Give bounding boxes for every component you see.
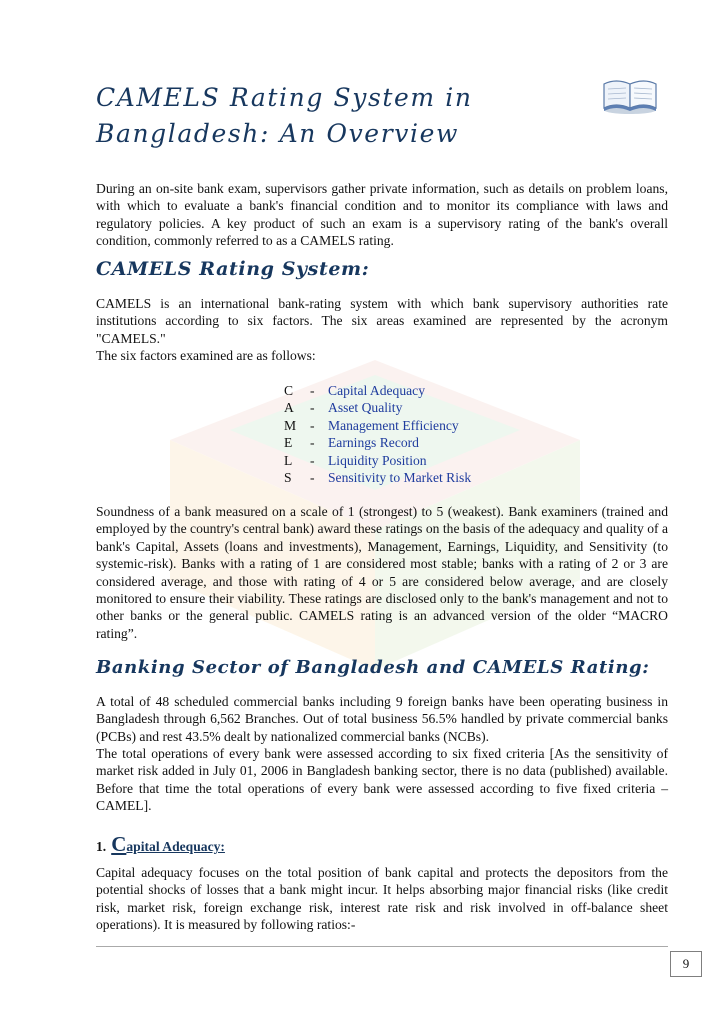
banking-sector-paragraph: A total of 48 scheduled commercial banks including 9 foreign banks have been operating business in Bangladesh through 6,562 Branches. Out of total business 56.5% handled by private commercial banks (PCBs) and rest 43.5% dealt by nationalized commercial banks (NCBs).	[96, 694, 668, 744]
page-number: 9	[670, 951, 702, 977]
assessment-paragraph: The total operations of every bank were assessed according to six fixed criteria [As the sensitivity of market risk added in July 01, 2006 in Bangladesh banking sector, there is no data (published) available. Before that time the total operations of every bank were assessed according to five fixed criteria – CAMEL].	[96, 746, 668, 814]
factor-item-capital: C - Capital Adequacy	[284, 383, 426, 398]
intro-paragraph: During an on-site bank exam, supervisors gather private information, such as details on problem loans, with which to evaluate a bank's financial condition and to monitor its compliance with laws and regulatory policies. A key product of such an exam is a supervisory rating of the bank's overall condition, commonly referred to as a CAMELS rating.	[96, 181, 668, 249]
title-line-1: CAMELS Rating System in	[96, 83, 473, 112]
camels-description: CAMELS is an international bank-rating system with which bank supervisory authorities rate institutions according to six factors. The six areas examined are represented by the acronym "CAMELS."	[96, 296, 668, 346]
factor-item-management: M - Management Efficiency	[284, 417, 459, 433]
footer-divider	[96, 946, 668, 947]
factor-item-earnings: E - Earnings Record	[284, 435, 419, 451]
open-book-icon	[600, 70, 660, 116]
title-line-2: Bangladesh: An Overview	[96, 119, 459, 148]
factors-intro: The six factors examined are as follows:	[96, 348, 316, 363]
camels-factor-list	[284, 382, 471, 486]
section-heading-banking-sector: Banking Sector of Bangladesh and CAMELS Rating:	[96, 657, 650, 678]
capital-adequacy-paragraph: Capital adequacy focuses on the total position of bank capital and protects the depositors from the potential shocks of losses that a bank might incur. It helps absorbing major financial risks (like credit risk, market risk, foreign exchange risk, interest rate risk and risk involved in off-balance sheet operations). It is measured by following ratios:-	[96, 865, 668, 933]
section-heading-camels: CAMELS Rating System:	[96, 258, 370, 280]
factor-item-liquidity: L - Liquidity Position	[284, 452, 427, 468]
factor-item-sensitivity: S - Sensitivity to Market Risk	[284, 469, 472, 485]
factor-item-asset: A - Asset Quality	[284, 400, 403, 416]
subsection-heading-capital-adequacy: 1. Capital Adequacy:	[96, 832, 225, 856]
page-title	[96, 80, 566, 152]
soundness-paragraph: Soundness of a bank measured on a scale of 1 (strongest) to 5 (weakest). Bank examiners (trained and employed by the country's central bank) award these ratings on the basis of the adequacy and quality of a bank's Capital, Assets (loans and investments), Management, Earnings, Liquidity, and Sensitivity (to systemic-risk). Banks with a rating of 1 are considered most stable; banks with a rating of 2 or 3 are considered average, and those with rating of 4 or 5 are considered below average, and are closely monitored to ensure their viability. These ratings are disclosed only to the bank's management and not to other banks or the general public. CAMELS rating is an advanced version of the older “MACRO rating”.	[96, 504, 668, 641]
